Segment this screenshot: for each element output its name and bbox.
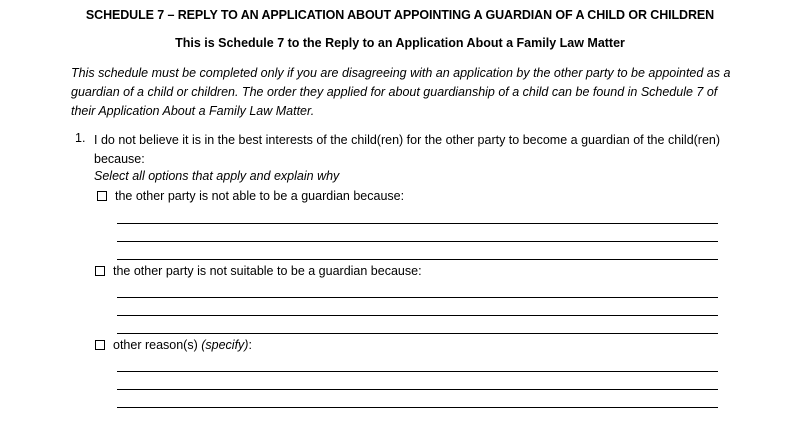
option-not-able-label: the other party is not able to be a guardian because: [115,189,405,203]
checkbox-other-reasons[interactable] [95,340,105,350]
answer-line-other-2[interactable] [117,389,718,390]
answer-line-not-able-3[interactable] [117,259,718,260]
option-other-reasons[interactable] [95,338,252,352]
schedule-subtitle: This is Schedule 7 to the Reply to an Application About a Family Law Matter [175,36,625,50]
question-number: 1. [75,131,86,145]
schedule-title: SCHEDULE 7 – REPLY TO AN APPLICATION ABOUT APPOINTING A GUARDIAN OF A CHILD OR CHILDREN [85,8,715,22]
option-not-suitable-label: the other party is not suitable to be a guardian because: [113,264,422,278]
option-not-suitable[interactable] [95,264,422,278]
answer-line-not-suitable-3[interactable] [117,333,718,334]
answer-line-not-able-1[interactable] [117,223,718,224]
option-other-reasons-label: other reason(s) (specify): [113,338,252,352]
answer-line-other-1[interactable] [117,371,718,372]
checkbox-not-able[interactable] [97,191,107,201]
option-not-able[interactable] [97,189,404,203]
answer-line-not-suitable-1[interactable] [117,297,718,298]
answer-line-not-suitable-2[interactable] [117,315,718,316]
answer-line-other-3[interactable] [117,407,718,408]
question-instruction: Select all options that apply and explain why [94,169,340,183]
checkbox-not-suitable[interactable] [95,266,105,276]
intro-text: This schedule must be completed only if you are disagreeing with an application by the other party to be appointed as a guardian of a child or children. The order they applied for about guardianship of a child can be found in Schedule 7 of their Application About a Family Law Matter. [71,66,731,118]
question-text: I do not believe it is in the best interests of the child(ren) for the other party to become a guardian of the child(ren) because: [94,133,721,166]
answer-line-not-able-2[interactable] [117,241,718,242]
